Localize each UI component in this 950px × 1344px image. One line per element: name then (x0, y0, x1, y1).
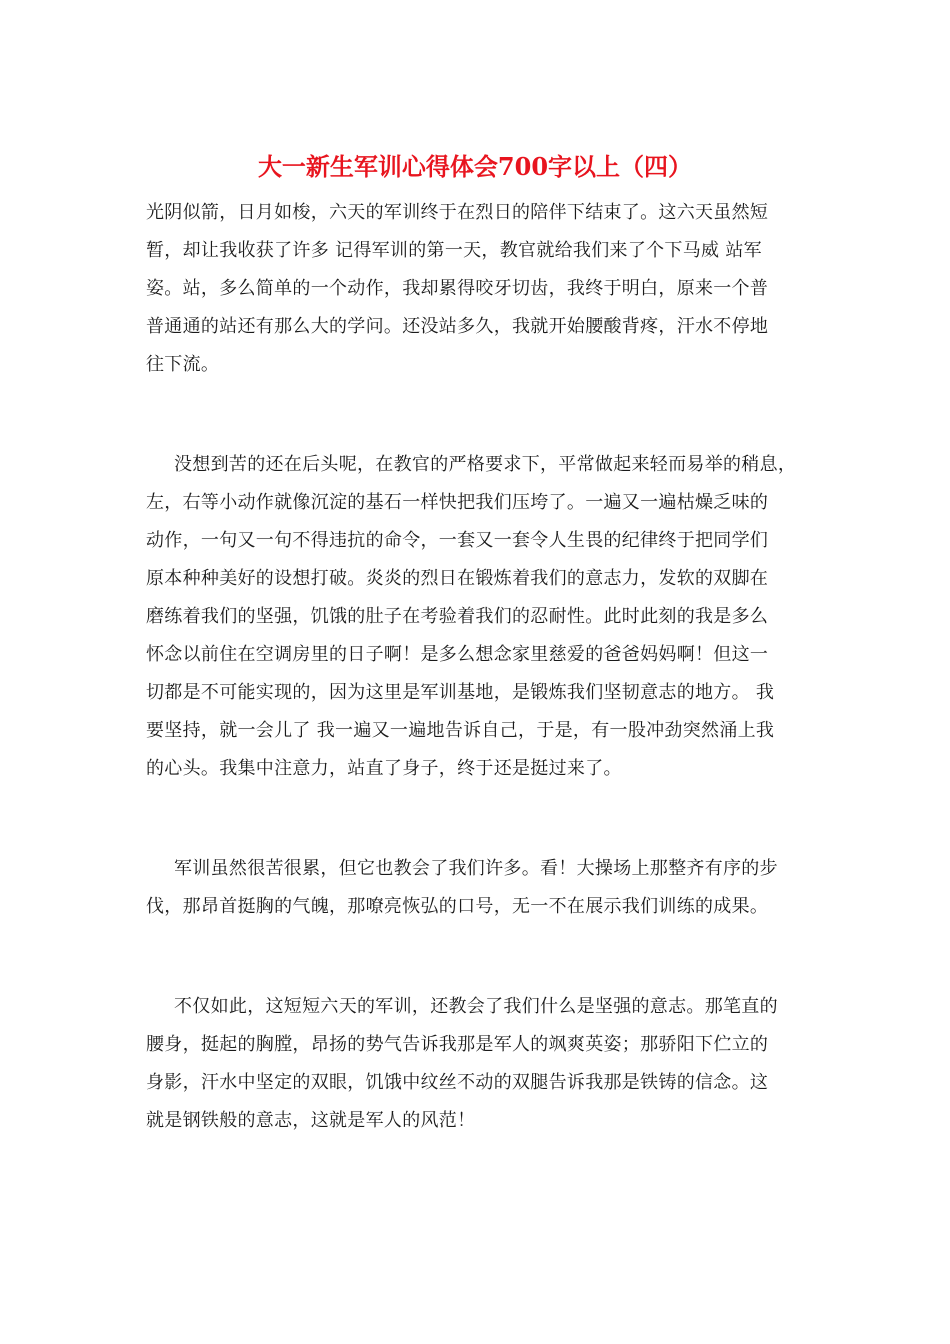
paragraph-line: 怀念以前住在空调房里的日子啊！是多么想念家里慈爱的爸爸妈妈啊！但这一 (146, 644, 769, 665)
paragraph-line: 不仅如此，这短短六天的军训，还教会了我们什么是坚强的意志。那笔直的 (174, 996, 778, 1017)
paragraph-line: 左，右等小动作就像沉淀的基石一样快把我们压垮了。一遍又一遍枯燥乏味的 (146, 492, 769, 513)
paragraph-line: 原本种种美好的设想打破。炎炎的烈日在锻炼着我们的意志力，发软的双脚在 (146, 568, 769, 589)
paragraph-line: 磨练着我们的坚强，饥饿的肚子在考验着我们的忍耐性。此时此刻的我是多么 (146, 606, 769, 627)
paragraph-line: 切都是不可能实现的，因为这里是军训基地，是锻炼我们坚韧意志的地方。 我 (146, 682, 775, 703)
paragraph-line: 军训虽然很苦很累，但它也教会了我们许多。看！大操场上那整齐有序的步 (174, 858, 778, 879)
paragraph-line: 伐，那昂首挺胸的气魄，那嘹亮恢弘的口号，无一不在展示我们训练的成果。 (146, 896, 769, 917)
paragraph-line: 动作，一句又一句不得违抗的命令，一套又一套令人生畏的纪律终于把同学们 (146, 530, 769, 551)
paragraph-line: 暂，却让我收获了许多 记得军训的第一天，教官就给我们来了个下马威 站军 (146, 240, 762, 261)
paragraph-line: 要坚持，就一会儿了 我一遍又一遍地告诉自己，于是，有一股冲劲突然涌上我 (146, 720, 775, 741)
paragraph-line: 姿。站，多么简单的一个动作，我却累得咬牙切齿，我终于明白，原来一个普 (146, 278, 769, 299)
paragraph-line: 腰身，挺起的胸膛，昂扬的势气告诉我那是军人的飒爽英姿；那骄阳下伫立的 (146, 1034, 769, 1055)
paragraph-line: 光阴似箭，日月如梭，六天的军训终于在烈日的陪伴下结束了。这六天虽然短 (146, 202, 769, 223)
paragraph-line: 普通通的站还有那么大的学问。还没站多久，我就开始腰酸背疼，汗水不停地 (146, 316, 769, 337)
paragraph-line: 身影，汗水中坚定的双眼，饥饿中纹丝不动的双腿告诉我那是铁铸的信念。这 (146, 1072, 769, 1093)
paragraph-line: 就是钢铁般的意志，这就是军人的风范！ (146, 1110, 476, 1131)
paragraph-line: 没想到苦的还在后头呢，在教官的严格要求下，平常做起来轻而易举的稍息， (174, 454, 797, 475)
paragraph-line: 的心头。我集中注意力，站直了身子，终于还是挺过来了。 (146, 758, 622, 779)
document-title: 大一新生军训心得体会700字以上（四） (257, 152, 693, 181)
paragraph-line: 往下流。 (146, 354, 220, 375)
